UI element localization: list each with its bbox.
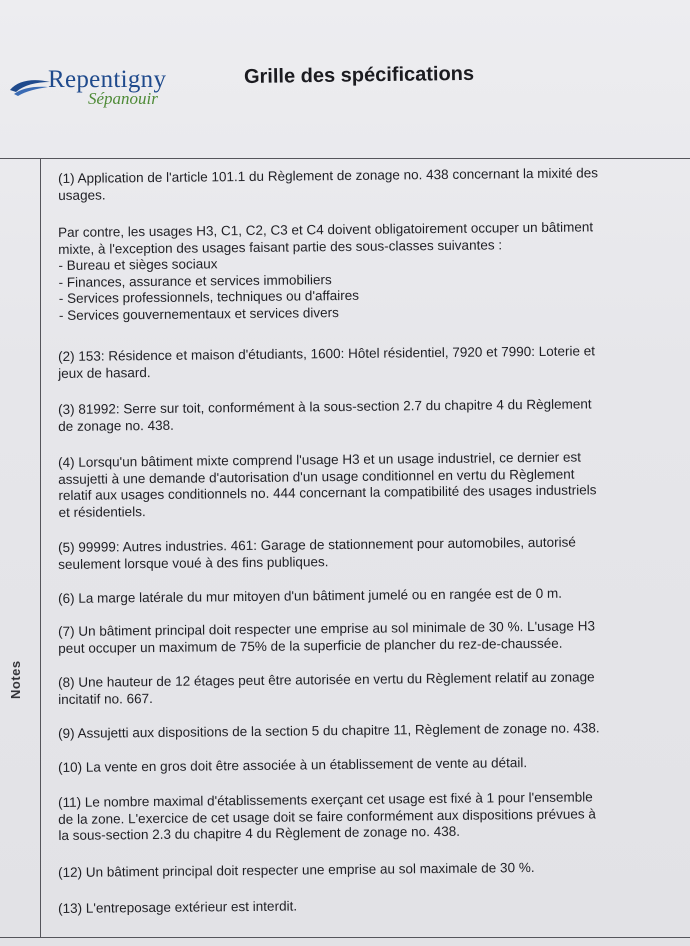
note-7 — [58, 618, 658, 657]
note-line: Par contre, les usages H3, C1, C2, C3 et C4 doivent obligatoirement occuper un bâtiment — [58, 219, 594, 240]
note-1-exceptions — [58, 219, 659, 324]
note-5 — [58, 534, 658, 573]
notes-side-column — [0, 159, 41, 937]
note-line: (6) La marge latérale du mur mitoyen d'un bâtiment jumelé ou en rangée est de 0 m. — [58, 585, 562, 606]
note-line: de la zone. L'exercice de cet usage doit se faire conformément aux dispositions prévues à — [58, 805, 596, 827]
notes-table — [0, 158, 690, 938]
note-line: et résidentiels. — [58, 503, 146, 520]
note-line: incitatif no. 667. — [58, 690, 153, 707]
note-6 — [58, 585, 658, 608]
note-line: jeux de hasard. — [58, 364, 151, 381]
note-13 — [58, 895, 658, 918]
note-line: - Services professionnels, techniques ou d'affaires — [58, 287, 360, 306]
note-line: (4) Lorsqu'un bâtiment mixte comprend l'usage H3 et un usage industriel, ce dernier est — [58, 449, 582, 470]
note-line: (11) Le nombre maximal d'établissements exerçant cet usage est fixé à 1 pour l'ensemble — [58, 789, 593, 810]
note-3 — [58, 396, 658, 435]
note-line: (9) Assujetti aux dispositions de la section 5 du chapitre 11, Règlement de zonage no. 438. — [58, 720, 600, 741]
note-10 — [58, 754, 658, 777]
note-line: (2) 153: Résidence et maison d'étudiants, 1600: Hôtel résidentiel, 7920 et 7990: Loterie et — [58, 343, 596, 364]
note-4 — [58, 449, 659, 521]
page-title: Grille des spécifications — [243, 62, 475, 88]
note-11 — [58, 789, 658, 845]
note-8 — [58, 669, 658, 708]
notes-label: Notes — [8, 660, 23, 699]
note-line: (5) 99999: Autres industries. 461: Garage de stationnement pour automobiles, autorisé — [58, 534, 576, 555]
page-header — [0, 0, 690, 158]
note-12 — [58, 859, 658, 882]
note-line: peut occuper un maximum de 75% de la superficie de plancher du rez-de-chaussée. — [58, 635, 563, 656]
note-line: - Bureau et sièges sociaux — [58, 256, 218, 273]
note-line: (13) L'entreposage extérieur est interdit. — [58, 898, 298, 916]
note-line: (8) Une hauteur de 12 étages peut être autorisée en vertu du Règlement relatif au zonage — [58, 669, 595, 690]
note-line: (3) 81992: Serre sur toit, conformément à la sous-section 2.7 du chapitre 4 du Règlement — [58, 396, 592, 417]
city-logo — [8, 64, 198, 114]
logo-name: Repentigny — [48, 66, 167, 93]
note-line: usages. — [58, 187, 106, 203]
note-line: assujetti à une demande d'autorisation d'un usage conditionnel en vertu du Règlement — [58, 466, 575, 487]
note-line: de zonage no. 438. — [58, 417, 174, 434]
note-line: (10) La vente en gros doit être associée à un établissement de vente au détail. — [58, 755, 528, 775]
note-line: - Finances, assurance et services immobiliers — [58, 271, 332, 290]
note-line: - Services gouvernementaux et services divers — [58, 304, 339, 323]
note-line: seulement lorsque voué à des fins publiques. — [58, 553, 329, 572]
note-line: (7) Un bâtiment principal doit respecter une emprise au sol minimale de 30 %. L'usage H3 — [58, 618, 595, 639]
note-1 — [58, 165, 658, 204]
note-line: la sous-section 2.3 du chapitre 4 du Règlement de zonage no. 438. — [58, 823, 461, 843]
note-line: mixte, à l'exception des usages faisant partie des sous-classes suivantes : — [58, 236, 503, 257]
note-2 — [58, 343, 658, 382]
note-line: relatif aux usages conditionnels no. 444 concernant la compatibilité des usages industriels — [58, 482, 597, 503]
notes-body — [40, 159, 690, 937]
logo-tagline: Sépanouir — [88, 89, 158, 108]
swoosh-logo-icon — [8, 76, 52, 98]
note-9 — [58, 720, 658, 743]
note-line: (12) Un bâtiment principal doit respecter une emprise au sol maximale de 30 %. — [58, 860, 535, 880]
note-line: (1) Application de l'article 101.1 du Règlement de zonage no. 438 concernant la mixité des — [58, 165, 599, 186]
